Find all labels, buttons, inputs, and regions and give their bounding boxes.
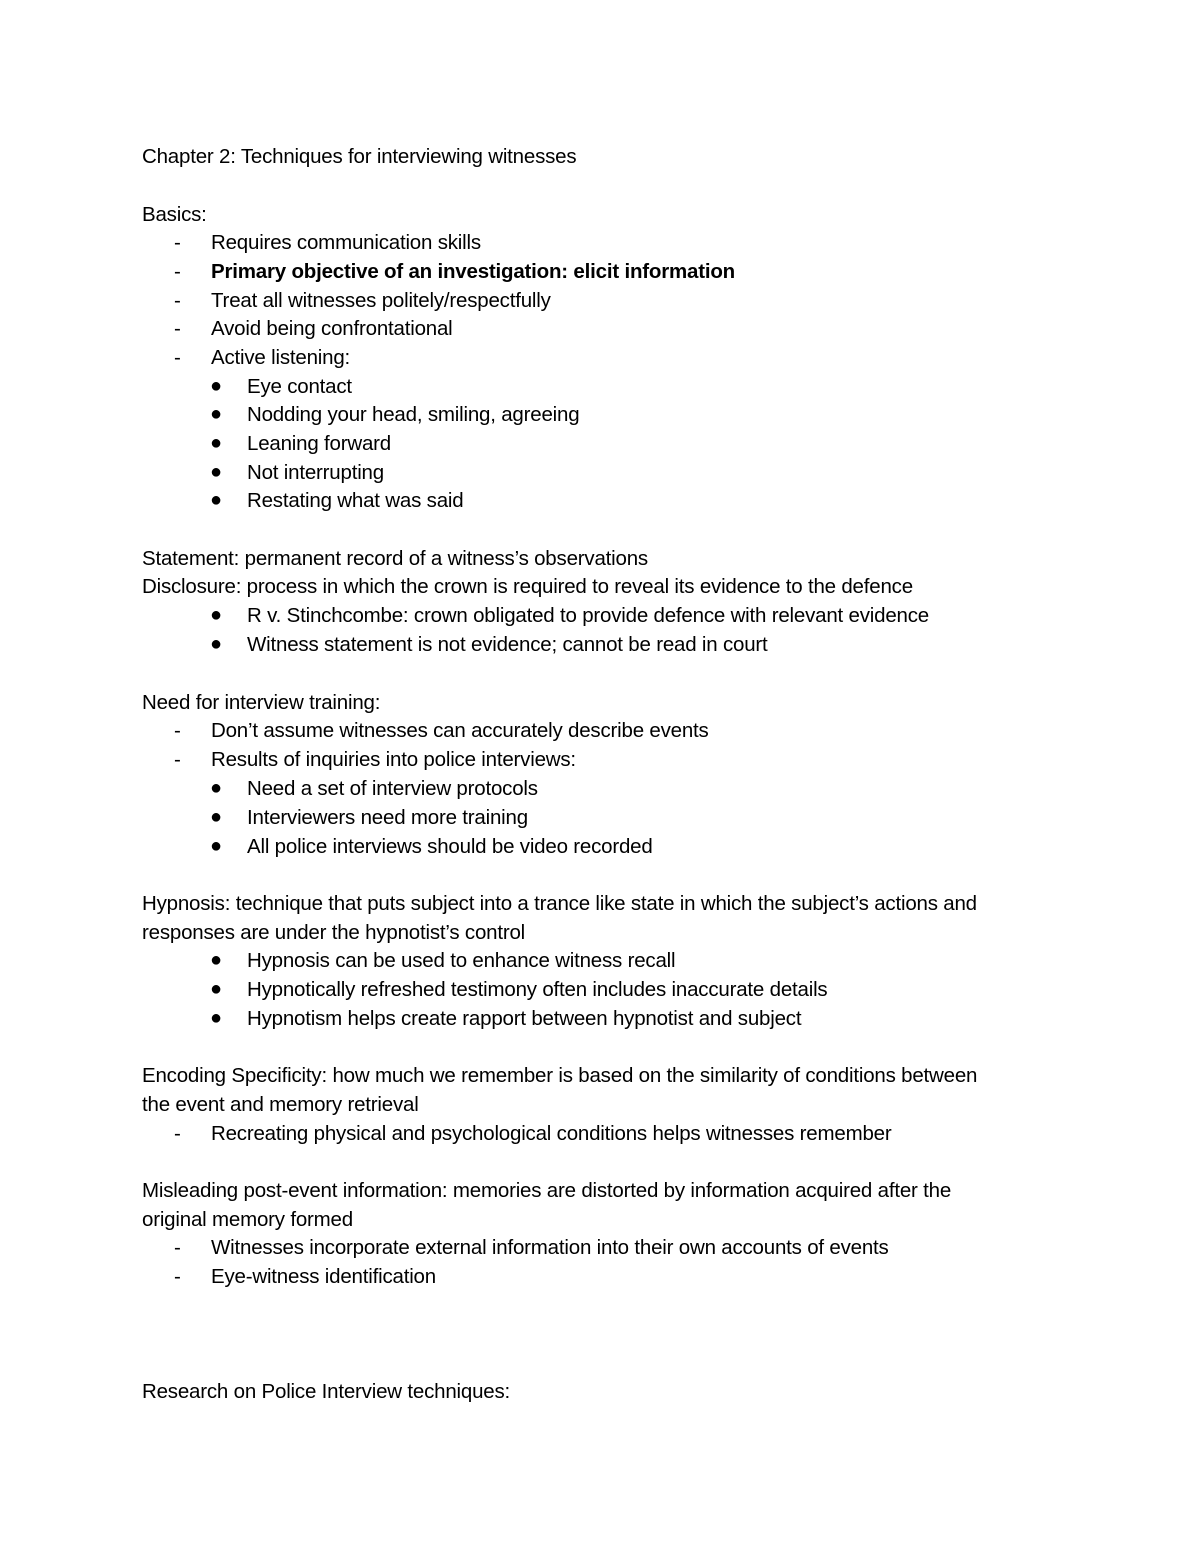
dash-marker: -: [174, 1122, 181, 1145]
statement-definition: Statement: permanent record of a witness’s observations: [142, 547, 648, 570]
bullet-marker: ●: [210, 375, 223, 397]
page-title: Chapter 2: Techniques for interviewing witnesses: [142, 145, 577, 168]
list-item: Don’t assume witnesses can accurately describe events: [211, 719, 709, 742]
dash-marker: -: [174, 1265, 181, 1288]
research-heading: Research on Police Interview techniques:: [142, 1380, 511, 1403]
list-item: Hypnotism helps create rapport between hypnotist and subject: [247, 1007, 802, 1030]
dash-marker: -: [174, 748, 181, 771]
bullet-marker: ●: [210, 461, 223, 483]
bullet-marker: ●: [210, 806, 223, 828]
bullet-marker: ●: [210, 949, 223, 971]
dash-marker: -: [174, 719, 181, 742]
list-item: All police interviews should be video recorded: [247, 835, 653, 858]
encoding-definition-line-1: Encoding Specificity: how much we remember is based on the similarity of conditions between: [142, 1064, 978, 1087]
list-item: Not interrupting: [247, 461, 384, 484]
list-item: Hypnosis can be used to enhance witness recall: [247, 949, 676, 972]
bullet-marker: ●: [210, 432, 223, 454]
list-item: Avoid being confrontational: [211, 317, 453, 340]
bullet-marker: ●: [210, 978, 223, 1000]
dash-marker: -: [174, 1236, 181, 1259]
dash-marker: -: [174, 260, 181, 283]
bullet-marker: ●: [210, 403, 223, 425]
encoding-definition-line-2: the event and memory retrieval: [142, 1093, 419, 1116]
dash-marker: -: [174, 346, 181, 369]
list-item: Eye-witness identification: [211, 1265, 436, 1288]
bullet-marker: ●: [210, 1007, 223, 1029]
bullet-marker: ●: [210, 777, 223, 799]
list-item: Need a set of interview protocols: [247, 777, 538, 800]
training-heading: Need for interview training:: [142, 691, 381, 714]
bullet-marker: ●: [210, 604, 223, 626]
disclosure-definition: Disclosure: process in which the crown is required to reveal its evidence to the defence: [142, 575, 913, 598]
list-item: Eye contact: [247, 375, 352, 398]
bullet-marker: ●: [210, 835, 223, 857]
list-item: Witnesses incorporate external information into their own accounts of events: [211, 1236, 889, 1259]
bullet-marker: ●: [210, 633, 223, 655]
list-item: Leaning forward: [247, 432, 392, 455]
list-item: Active listening:: [211, 346, 351, 369]
list-item: R v. Stinchcombe: crown obligated to provide defence with relevant evidence: [247, 604, 930, 627]
dash-marker: -: [174, 317, 181, 340]
misleading-definition-line-2: original memory formed: [142, 1208, 353, 1231]
list-item-bold: Primary objective of an investigation: elicit information: [211, 260, 735, 283]
list-item: Requires communication skills: [211, 231, 481, 254]
list-item: Interviewers need more training: [247, 806, 528, 829]
dash-marker: -: [174, 289, 181, 312]
dash-marker: -: [174, 231, 181, 254]
list-item: Restating what was said: [247, 489, 464, 512]
list-item: Hypnotically refreshed testimony often includes inaccurate details: [247, 978, 828, 1001]
bullet-marker: ●: [210, 489, 223, 511]
hypnosis-definition-line-2: responses are under the hypnotist’s control: [142, 921, 526, 944]
list-item: Witness statement is not evidence; cannot be read in court: [247, 633, 768, 656]
list-item: Nodding your head, smiling, agreeing: [247, 403, 580, 426]
list-item: Recreating physical and psychological conditions helps witnesses remember: [211, 1122, 892, 1145]
basics-heading: Basics:: [142, 203, 207, 226]
list-item: Treat all witnesses politely/respectfully: [211, 289, 551, 312]
misleading-definition-line-1: Misleading post-event information: memories are distorted by information acquired after the: [142, 1179, 952, 1202]
list-item: Results of inquiries into police interviews:: [211, 748, 576, 771]
hypnosis-definition-line-1: Hypnosis: technique that puts subject into a trance like state in which the subject’s actions and: [142, 892, 977, 915]
